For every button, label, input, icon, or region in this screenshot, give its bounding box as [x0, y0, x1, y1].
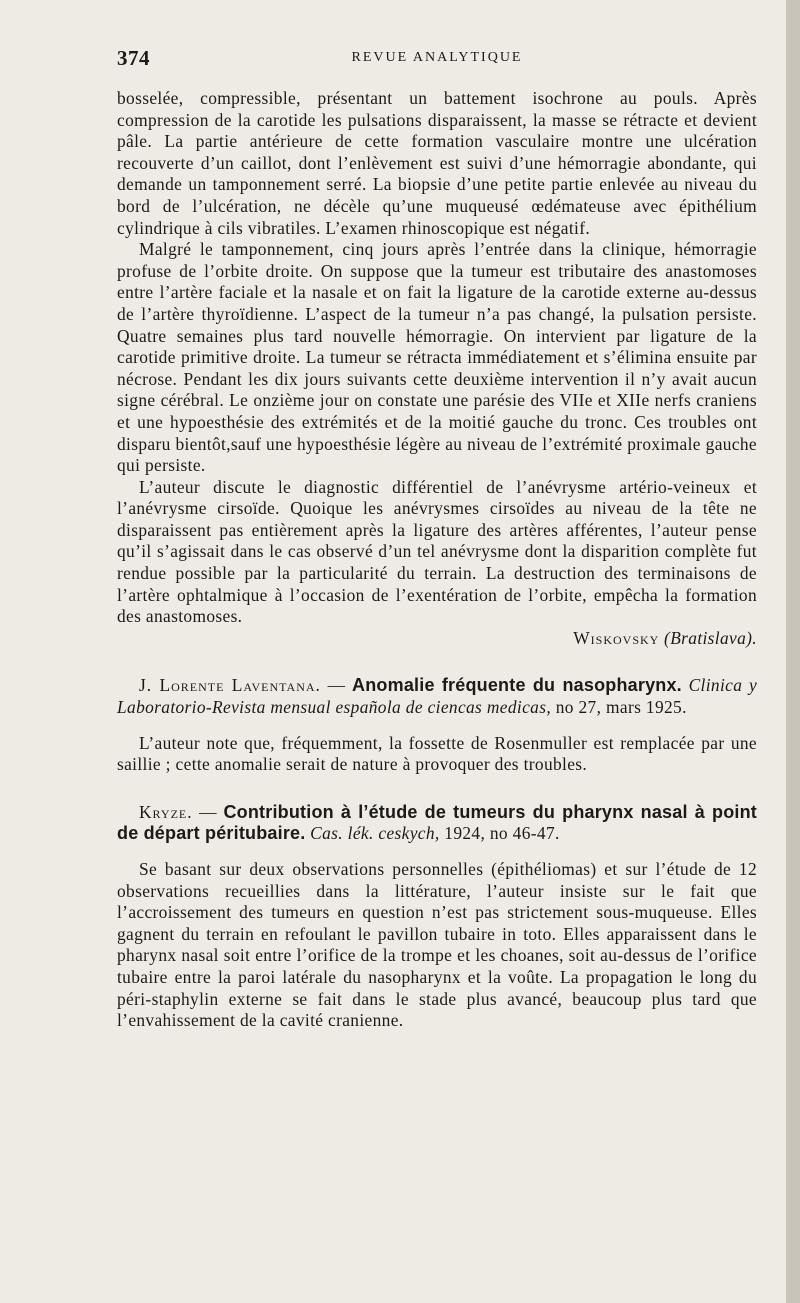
page-edge	[786, 0, 800, 1303]
page-number: 374	[117, 46, 150, 70]
article2-author: J. Lorente Laventana.	[139, 675, 321, 696]
article1-paragraph-3	[117, 477, 757, 628]
article3-reference	[117, 802, 757, 845]
document-page	[117, 40, 757, 1032]
signature-name: Wiskovsky	[573, 627, 660, 648]
article1-paragraph-3-text: L’auteur discute le diagnostic différentiel de l’anévrysme artério-veineux et l’anévrysme cirsoïde. Quoique les anévrysmes cirsoïdes au niveau de la tête ne disparaissent pas entièrement après la ligature des artères afférentes, l’auteur pense qu’il s’agissait dans le cas observé d’un tel anévrysme dont la disparition complète fut rendue possible par la particularité du terrain. La destruction des terminaisons de l’artère ophtalmique à l’occasion de l’exentération de l’orbite, empêcha la formation des anastomoses.	[117, 476, 757, 627]
article1-paragraph-2: Malgré le tamponnement, cinq jours après l’entrée dans la clinique, hémorragie profuse de l’orbite droite. On suppose que la tumeur est tributaire des anastomoses entre l’artère faciale et la nasale et on fait la ligature de la carotide externe au-dessus de l’artère thyroïdienne. L’aspect de la tumeur n’a pas changé, la pulsation persiste. Quatre semaines plus tard nouvelle hémorragie. On intervient par ligature de la carotide primitive droite. La tumeur se rétracta immédiatement et s’élimina ensuite par nécrose. Pendant les dix jours suivants cette deuxième intervention il n’y avait aucun signe cérébral. Le onzième jour on constate une parésie des VIIe et XIIe nerfs craniens et une hypoesthésie des extrémités et de la moitié gauche du tronc. Ces troubles ont disparu bientôt,sauf une hypoesthésie légère au niveau de l’extrémité proximale gauche qui persiste.	[117, 239, 757, 476]
article3-title: Contribution à l’étude de tumeurs du pharynx nasal à point de départ péritubaire.	[117, 801, 757, 844]
page-header	[117, 40, 757, 72]
article3	[117, 802, 757, 1032]
article2-title: Anomalie fréquente du nasopharynx.	[352, 675, 682, 696]
article1-signature	[117, 628, 757, 650]
signature-place: (Bratislava).	[664, 627, 757, 648]
article2-dash: —	[320, 675, 353, 696]
article3-body: Se basant sur deux observations personnelles (épithéliomas) et sur l’étude de 12 observations recueillies dans la littérature, l’auteur insiste sur le fait que l’accroissement des tumeurs en question n’est pas strictement sous-muqueuse. Elles gagnent du terrain en refoulant le pavillon tubaire in toto. Elles apparaissent dans le pharynx nasal soit entre l’orifice de la trompe et les choanes, soit au-dessus de l’orifice tubaire entre la paroi latérale du nasopharynx et la voûte. La propagation le long du péri-staphylin externe se fait dans le stade plus avancé, beaucoup plus tard que l’envahissement de la cavité cranienne.	[117, 859, 757, 1031]
article2-journal: Clinica y Laboratorio-Revista mensual española de ciencas medicas,	[117, 675, 758, 718]
article2-body: L’auteur note que, fréquemment, la fossette de Rosenmuller est remplacée par une saillie ; cette anomalie serait de nature à provoquer des troubles.	[117, 732, 757, 775]
article2	[117, 675, 757, 775]
article3-issue: 1924, no 46-47.	[444, 823, 560, 844]
article3-journal: Cas. lék. ceskych,	[310, 823, 440, 844]
article2-reference	[117, 675, 757, 718]
article1-paragraph-1: bosselée, compressible, présentant un battement isochrone au pouls. Après compression de la carotide les pulsations disparaissent, la masse se rétracte et devient pâle. La partie antérieure de cette formation vasculaire montre une ulcération recouverte d’un caillot, dont l’enlèvement est suivi d’une hémorragie abondante, qui demande un tamponnement serré. La biopsie d’une petite partie enlevée au niveau du bord de l’ulcération, ne décèle qu’une muqueusé œdémateuse avec épithélium cylindrique à cils vibratiles. L’examen rhinoscopique est négatif.	[117, 88, 757, 238]
article3-author: Kryze.	[139, 801, 193, 822]
running-head: REVUE ANALYTIQUE	[351, 50, 523, 65]
article3-dash: —	[192, 801, 224, 822]
article2-issue: no 27, mars 1925.	[555, 697, 687, 718]
